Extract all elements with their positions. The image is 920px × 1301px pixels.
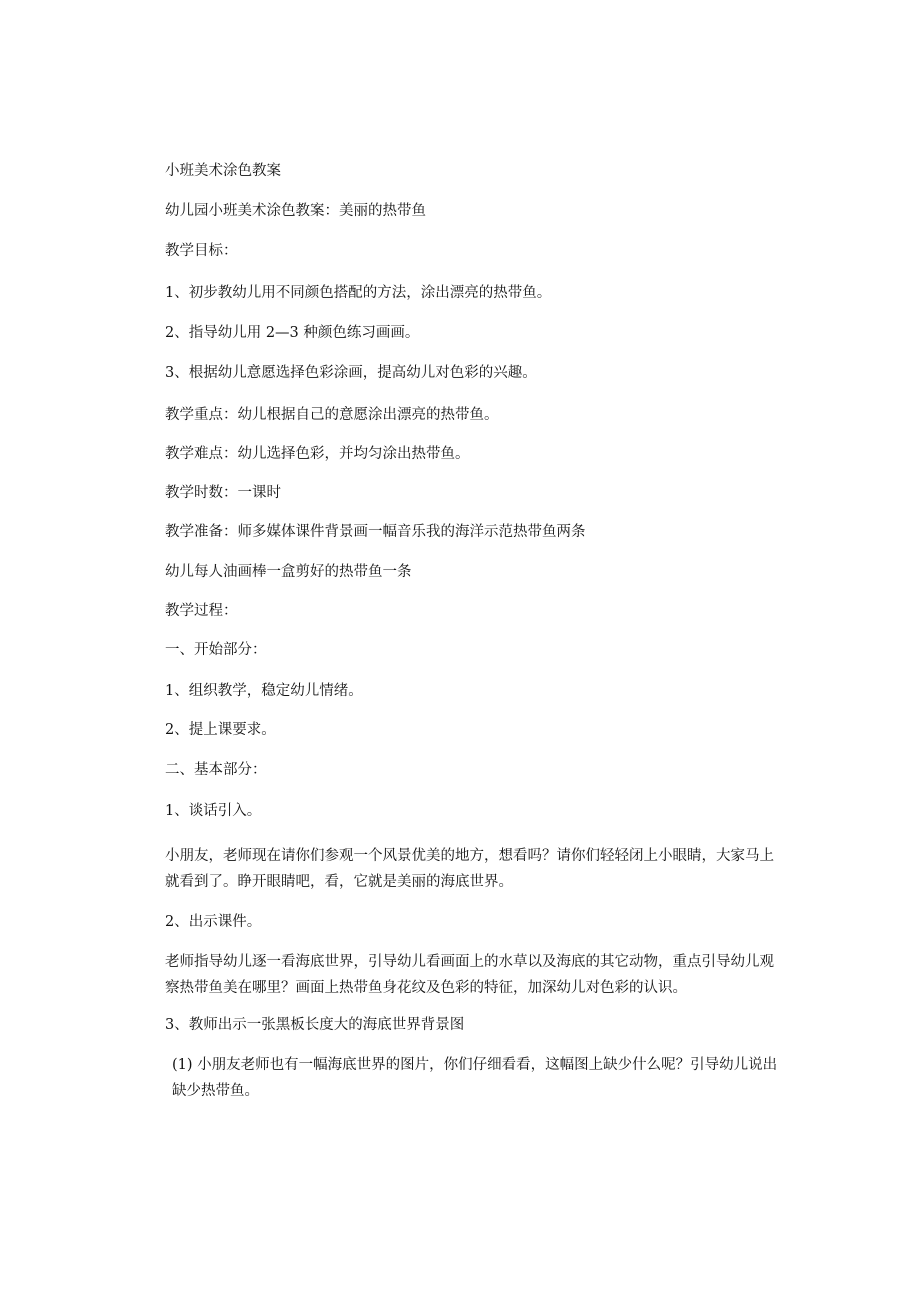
document-subtitle: 幼儿园小班美术涂色教案：美丽的热带鱼 (165, 203, 426, 219)
duration: 教学时数：一课时 (165, 485, 281, 501)
process-heading: 教学过程： (165, 603, 238, 619)
part-2-item-2: 2、出示课件。 (165, 914, 262, 930)
preparation: 教学准备：师多媒体课件背景画一幅音乐我的海洋示范热带鱼两条 (165, 524, 586, 540)
difficulty: 教学难点：幼儿选择色彩，并均匀涂出热带鱼。 (165, 446, 470, 462)
part-1-heading: 一、开始部分： (165, 642, 267, 658)
goal-item-3: 3、根据幼儿意愿选择色彩涂画，提高幼儿对色彩的兴趣。 (165, 365, 537, 381)
document-title: 小班美术涂色教案 (165, 163, 281, 179)
key-point: 教学重点：幼儿根据自己的意愿涂出漂亮的热带鱼。 (165, 407, 499, 423)
activity-paragraph: (1) 小朋友老师也有一幅海底世界的图片，你们仔细看看，这幅图上缺少什么呢？引导幼儿说出缺少热带鱼。 (172, 1057, 778, 1099)
part-2-item-1: 1、谈话引入。 (165, 803, 262, 819)
goal-item-2: 2、指导幼儿用 2—3 种颜色练习画画。 (165, 325, 420, 341)
part-2-item-3: 3、教师出示一张黑板长度大的海底世界背景图 (165, 1017, 465, 1033)
preparation-children: 幼儿每人油画棒一盒剪好的热带鱼一条 (165, 564, 412, 580)
part-1-item-1: 1、组织教学，稳定幼儿情绪。 (165, 683, 363, 699)
goals-heading: 教学目标： (165, 243, 238, 259)
intro-paragraph: 小朋友，老师现在请你们参观一个风景优美的地方，想看吗？请你们轻轻闭上小眼睛，大家马上就看到了。睁开眼睛吧，看，它就是美丽的海底世界。 (165, 848, 774, 890)
goal-item-1: 1、初步教幼儿用不同颜色搭配的方法，涂出漂亮的热带鱼。 (165, 285, 552, 301)
part-2-heading: 二、基本部分： (165, 762, 267, 778)
courseware-paragraph: 老师指导幼儿逐一看海底世界，引导幼儿看画面上的水草以及海底的其它动物，重点引导幼儿观察热带鱼美在哪里？画面上热带鱼身花纹及色彩的特征，加深幼儿对色彩的认识。 (165, 954, 774, 996)
part-1-item-2: 2、提上课要求。 (165, 722, 276, 738)
